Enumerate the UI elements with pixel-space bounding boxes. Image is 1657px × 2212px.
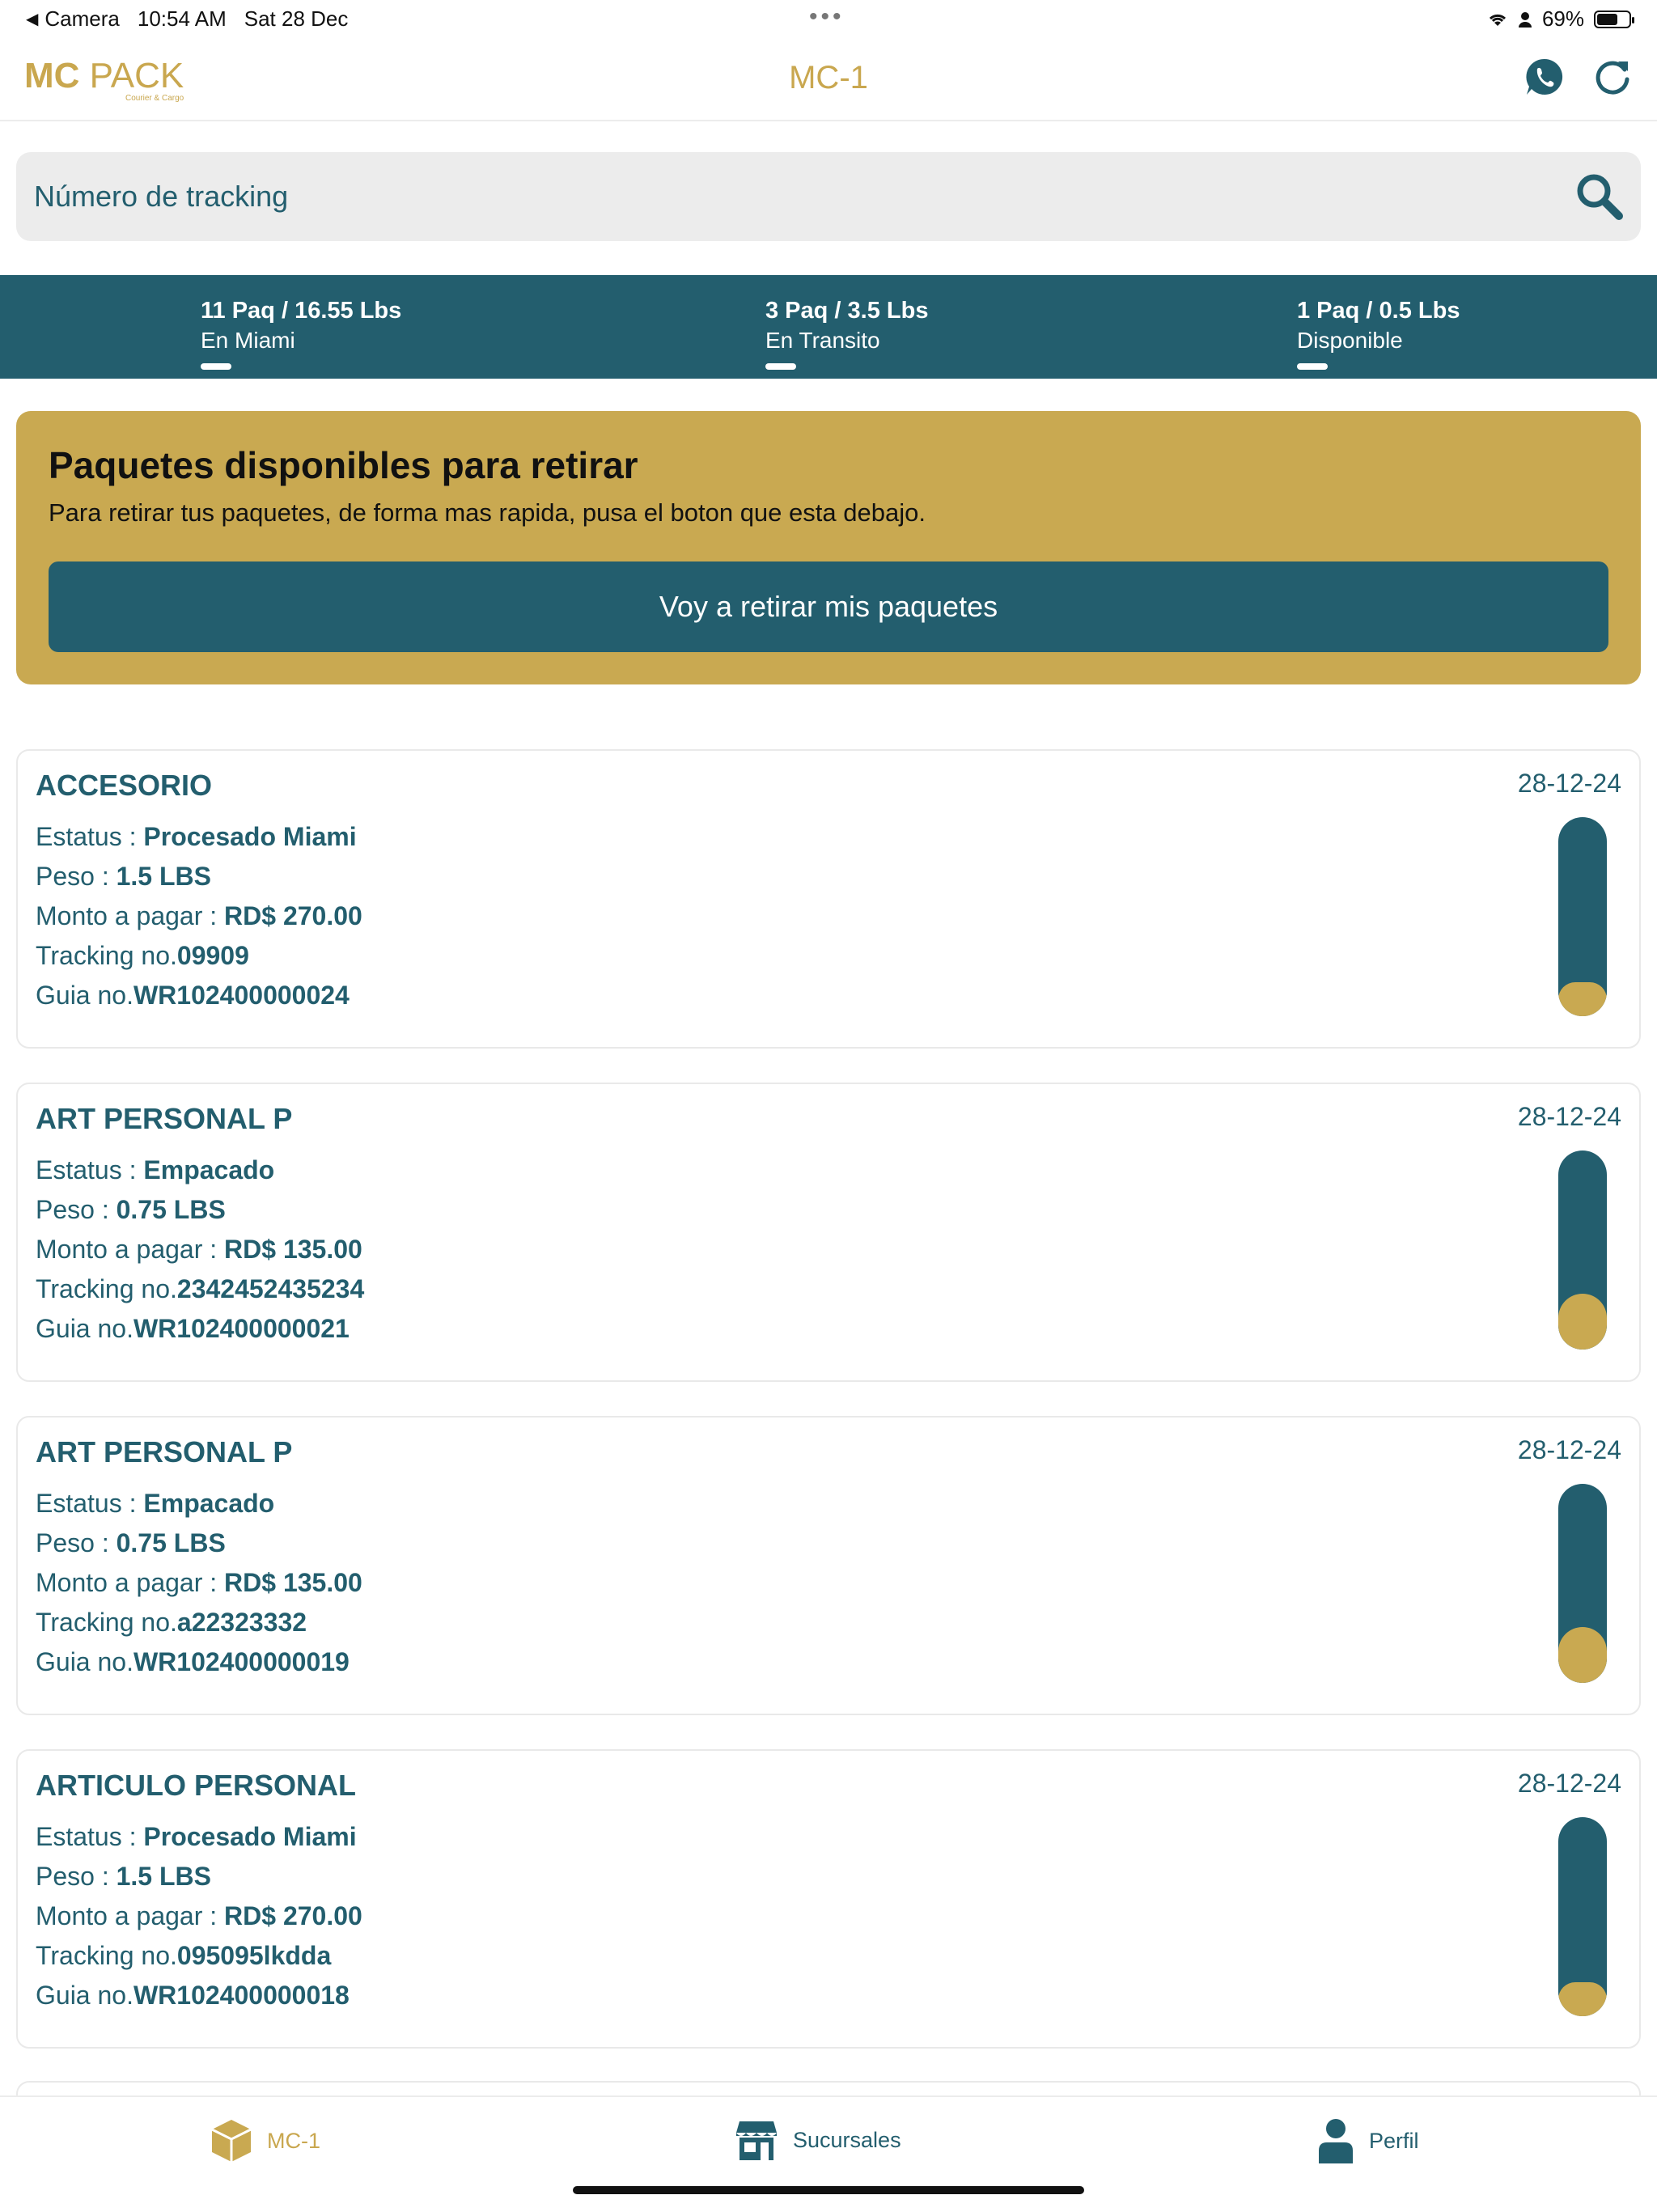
weight-line — [36, 1523, 362, 1563]
package-name: ARTICULO PERSONAL — [36, 1769, 356, 1802]
tab-mc1[interactable] — [210, 2118, 320, 2163]
pickup-banner — [16, 411, 1641, 684]
amount-value: RD$ 270.00 — [224, 901, 362, 930]
status-value: Procesado Miami — [143, 1822, 357, 1851]
tab-label: MC-1 — [267, 2128, 320, 2153]
tracking-value: 09909 — [176, 941, 249, 970]
package-card[interactable] — [16, 1083, 1641, 1382]
tracking-line — [36, 1269, 364, 1309]
guide-value: WR102400000018 — [133, 1981, 350, 2010]
tab-perfil[interactable] — [1317, 2118, 1419, 2163]
search-box — [16, 152, 1641, 241]
back-arrow-icon[interactable]: ◀ — [26, 11, 39, 28]
battery-level — [1597, 14, 1617, 25]
tab-indicator — [765, 363, 796, 370]
guide-line — [36, 976, 362, 1015]
wifi-icon — [1487, 11, 1508, 28]
progress-fill — [1558, 1294, 1607, 1350]
weight-value: 0.75 LBS — [116, 1195, 226, 1224]
amount-label: Monto a pagar : — [36, 1901, 225, 1930]
status-line — [36, 1484, 362, 1523]
guide-label: Guia no. — [36, 1647, 133, 1676]
package-name: ART PERSONAL P — [36, 1102, 293, 1135]
weight-label: Peso : — [36, 862, 117, 891]
tracking-line — [36, 936, 362, 976]
status-line — [36, 1150, 364, 1190]
status-line — [36, 1817, 362, 1857]
weight-value: 1.5 LBS — [116, 862, 211, 891]
status-value: Procesado Miami — [143, 822, 357, 851]
tab-indicator — [201, 363, 231, 370]
package-date: 28-12-24 — [1517, 769, 1621, 798]
guide-value: WR102400000021 — [133, 1314, 350, 1343]
bottom-tab-bar — [0, 2095, 1657, 2212]
summary-amount: 3 Paq / 3.5 Lbs — [765, 298, 929, 324]
amount-label: Monto a pagar : — [36, 901, 225, 930]
summary-location: En Miami — [201, 328, 295, 353]
tab-label: Sucursales — [793, 2127, 901, 2152]
tab-indicator — [1297, 363, 1328, 370]
summary-bar — [0, 275, 1657, 379]
guide-line — [36, 1976, 362, 2015]
guide-line — [36, 1309, 364, 1349]
package-card[interactable] — [16, 749, 1641, 1049]
store-icon — [735, 2118, 778, 2162]
weight-line — [36, 1857, 362, 1896]
tracking-value: a22323332 — [176, 1608, 307, 1637]
logo-bold: MC — [24, 56, 80, 95]
user-icon — [1317, 2118, 1354, 2163]
tab-label: Perfil — [1369, 2128, 1419, 2153]
status-time: 10:54 AM — [137, 6, 227, 31]
amount-line — [36, 1896, 362, 1936]
logo-tagline: Courier & Cargo — [125, 94, 184, 103]
package-date: 28-12-24 — [1517, 1102, 1621, 1131]
status-label: Estatus : — [36, 1822, 144, 1851]
guide-value: WR102400000024 — [133, 981, 350, 1010]
guide-label: Guia no. — [36, 1981, 133, 2010]
amount-value: RD$ 270.00 — [224, 1901, 362, 1930]
tab-sucursales[interactable] — [735, 2118, 901, 2162]
progress-track — [1558, 1817, 1607, 2016]
tracking-label: Tracking no. — [36, 1941, 177, 1970]
banner-title: Paquetes disponibles para retirar — [49, 444, 638, 486]
status-label: Estatus : — [36, 1155, 144, 1184]
tracking-label: Tracking no. — [36, 1274, 177, 1303]
amount-label: Monto a pagar : — [36, 1568, 225, 1597]
summary-location: En Transito — [765, 328, 880, 353]
search-icon[interactable] — [1574, 172, 1625, 222]
whatsapp-icon[interactable] — [1524, 57, 1565, 97]
battery-percent: 69% — [1541, 6, 1584, 31]
weight-label: Peso : — [36, 1195, 117, 1224]
status-value: Empacado — [143, 1155, 275, 1184]
amount-value: RD$ 135.00 — [224, 1568, 362, 1597]
progress-fill — [1558, 982, 1607, 1016]
tracking-value: 095095lkdda — [176, 1941, 332, 1970]
weight-label: Peso : — [36, 1528, 117, 1557]
amount-line — [36, 1563, 362, 1603]
summary-amount: 11 Paq / 16.55 Lbs — [201, 298, 402, 324]
amount-line — [36, 1230, 364, 1269]
package-card[interactable] — [16, 1416, 1641, 1715]
status-date: Sat 28 Dec — [244, 6, 349, 31]
weight-line — [36, 857, 362, 896]
weight-value: 1.5 LBS — [116, 1862, 211, 1891]
package-date: 28-12-24 — [1517, 1435, 1621, 1464]
weight-value: 0.75 LBS — [116, 1528, 226, 1557]
guide-value: WR102400000019 — [133, 1647, 350, 1676]
summary-amount: 1 Paq / 0.5 Lbs — [1297, 298, 1460, 324]
box-icon — [210, 2118, 252, 2163]
package-date: 28-12-24 — [1517, 1769, 1621, 1798]
tracking-label: Tracking no. — [36, 941, 177, 970]
package-name: ACCESORIO — [36, 769, 213, 802]
amount-line — [36, 896, 362, 936]
status-line — [36, 817, 362, 857]
weight-line — [36, 1190, 364, 1230]
summary-tab-available[interactable] — [1297, 298, 1460, 370]
multitasking-dots[interactable]: ••• — [809, 3, 845, 30]
package-card[interactable] — [16, 1749, 1641, 2049]
tracking-value: 2342452435234 — [176, 1274, 365, 1303]
banner-text: Para retirar tus paquetes, de forma mas rapida, pusa el boton que esta debajo. — [49, 498, 926, 527]
guide-label: Guia no. — [36, 1314, 133, 1343]
progress-track — [1558, 1484, 1607, 1683]
guide-line — [36, 1642, 362, 1682]
package-name: ART PERSONAL P — [36, 1435, 293, 1468]
status-label: Estatus : — [36, 1489, 144, 1518]
person-icon — [1518, 11, 1532, 28]
summary-tab-miami[interactable] — [201, 298, 401, 370]
summary-tab-transit[interactable] — [765, 298, 928, 370]
home-indicator[interactable] — [573, 2186, 1084, 2194]
logo-light: PACK — [89, 56, 184, 95]
tracking-label: Tracking no. — [36, 1608, 177, 1637]
amount-label: Monto a pagar : — [36, 1235, 225, 1264]
status-value: Empacado — [143, 1489, 275, 1518]
page-title: MC-1 — [789, 60, 868, 95]
guide-label: Guia no. — [36, 981, 133, 1010]
summary-location: Disponible — [1297, 328, 1403, 353]
weight-label: Peso : — [36, 1862, 117, 1891]
tracking-line — [36, 1603, 362, 1642]
progress-fill — [1558, 1982, 1607, 2016]
status-bar — [0, 0, 1657, 40]
tracking-search-input[interactable] — [34, 152, 1555, 241]
battery-icon — [1594, 11, 1631, 28]
back-app-label[interactable]: Camera — [44, 6, 120, 31]
progress-track — [1558, 817, 1607, 1016]
refresh-icon[interactable] — [1592, 57, 1633, 97]
pickup-packages-button[interactable]: Voy a retirar mis paquetes — [49, 561, 1608, 652]
progress-fill — [1558, 1627, 1607, 1683]
nav-bar — [0, 40, 1657, 121]
tracking-line — [36, 1936, 362, 1976]
amount-value: RD$ 135.00 — [224, 1235, 362, 1264]
status-label: Estatus : — [36, 822, 144, 851]
progress-track — [1558, 1150, 1607, 1350]
